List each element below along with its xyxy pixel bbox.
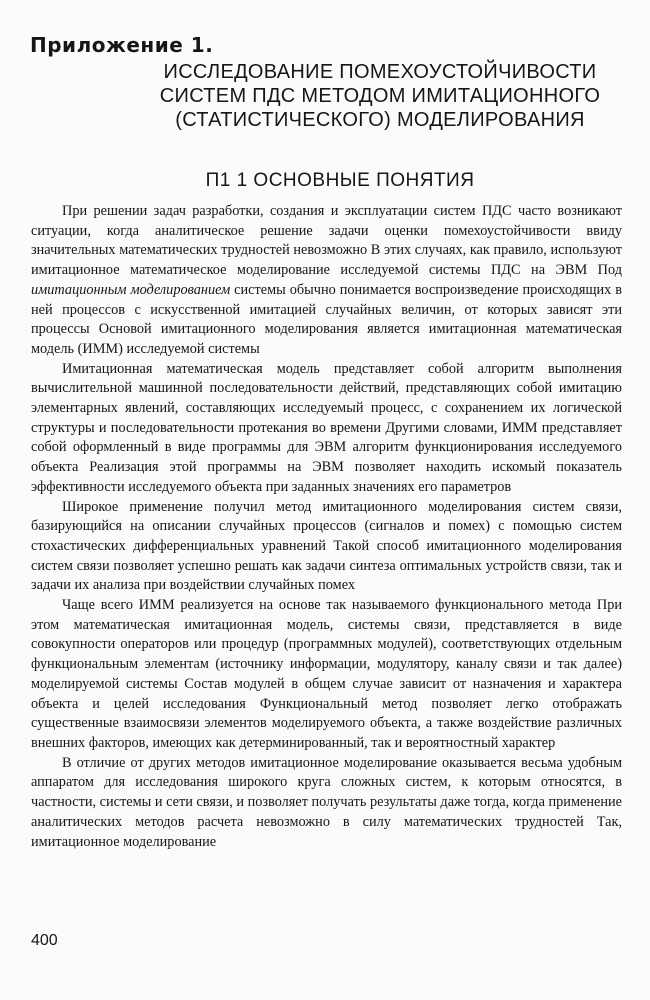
- emphasized-term: имитационным моделированием: [31, 281, 231, 298]
- body-text: [31, 202, 622, 852]
- appendix-label: Приложение 1.: [30, 33, 214, 57]
- paragraph: Чаще всего ИММ реализуется на основе так называемого функционального метода При этом математическая имитационная модель, системы связи, представляется в виде совокупности операторов или процедур (программных модулей), соответствующих отдельным функциональным элементам (источнику информации, модулятору, каналу связи и так далее) моделируемой системы Состав модулей в общем случае зависит от назначения и характера объекта и целей исследования Функциональный метод позволяет легко отображать существенные взаимосвязи элементов моделируемого объекта, а также воздействие различных внешних факторов, имеющих как детерминированный, так и вероятностный характер: [31, 597, 622, 751]
- title-line: СИСТЕМ ПДС МЕТОДОМ ИМИТАЦИОННОГО: [159, 85, 601, 107]
- appendix-title: [150, 60, 610, 132]
- title-line: (СТАТИСТИЧЕСКОГО) МОДЕЛИРОВАНИЯ: [175, 109, 585, 131]
- paragraph: При решении задач разработки, создания и эксплуатации систем ПДС часто возникают ситуации, когда аналитическое решение задачи оценки помехоустойчивости ввиду значительных математических трудностей невозможно В этих случаях, как правило, используют имитационное математическое моделирование исследуемой системы ПДС на ЭВМ Под имитационным моделированием системы обычно понимается воспроизведение происходящих в ней процессов с искусственной имитацией случайных величин, от которых зависят эти процессы Основой имитационного моделирования является имитационная математическая модель (ИММ) исследуемой системы: [31, 203, 622, 357]
- paragraph: Имитационная математическая модель представляет собой алгоритм выполнения вычислительной машинной последовательности действий, представляющих собой имитацию элементарных явлений, составляющих исследуемый процесс, с сохранением их логической структуры и последовательности протекания во времени Другими словами, ИММ представляет собой оформленный в виде программы для ЭВМ алгоритм функционирования исследуемого объекта Реализация этой программы на ЭВМ позволяет находить искомый показатель эффективности исследуемого объекта при заданных значениях его параметров: [31, 360, 622, 495]
- title-line: ИССЛЕДОВАНИЕ ПОМЕХОУСТОЙЧИВОСТИ: [163, 61, 597, 83]
- paragraph: Широкое применение получил метод имитационного моделирования систем связи, базирующийся на описании случайных процессов (сигналов и помех) с помощью систем стохастических дифференциальных уравнений Такой способ имитационного моделирования систем связи позволяет успешно решать как задачи синтеза оптимальных устройств связи, так и задачи их анализа при воздействии случайных помех: [31, 498, 622, 594]
- paragraph: В отличие от других методов имитационное моделирование оказывается весьма удобным аппаратом для исследования широкого круга сложных систем, к которым относятся, в частности, системы и сети связи, и позволяет получать результаты даже тогда, когда применение аналитических методов расчета невозможно в силу математических трудностей Так, имитационное моделирование: [31, 754, 622, 850]
- section-heading: П1 1 ОСНОВНЫЕ ПОНЯТИЯ: [205, 170, 475, 191]
- page-number: 400: [31, 932, 58, 949]
